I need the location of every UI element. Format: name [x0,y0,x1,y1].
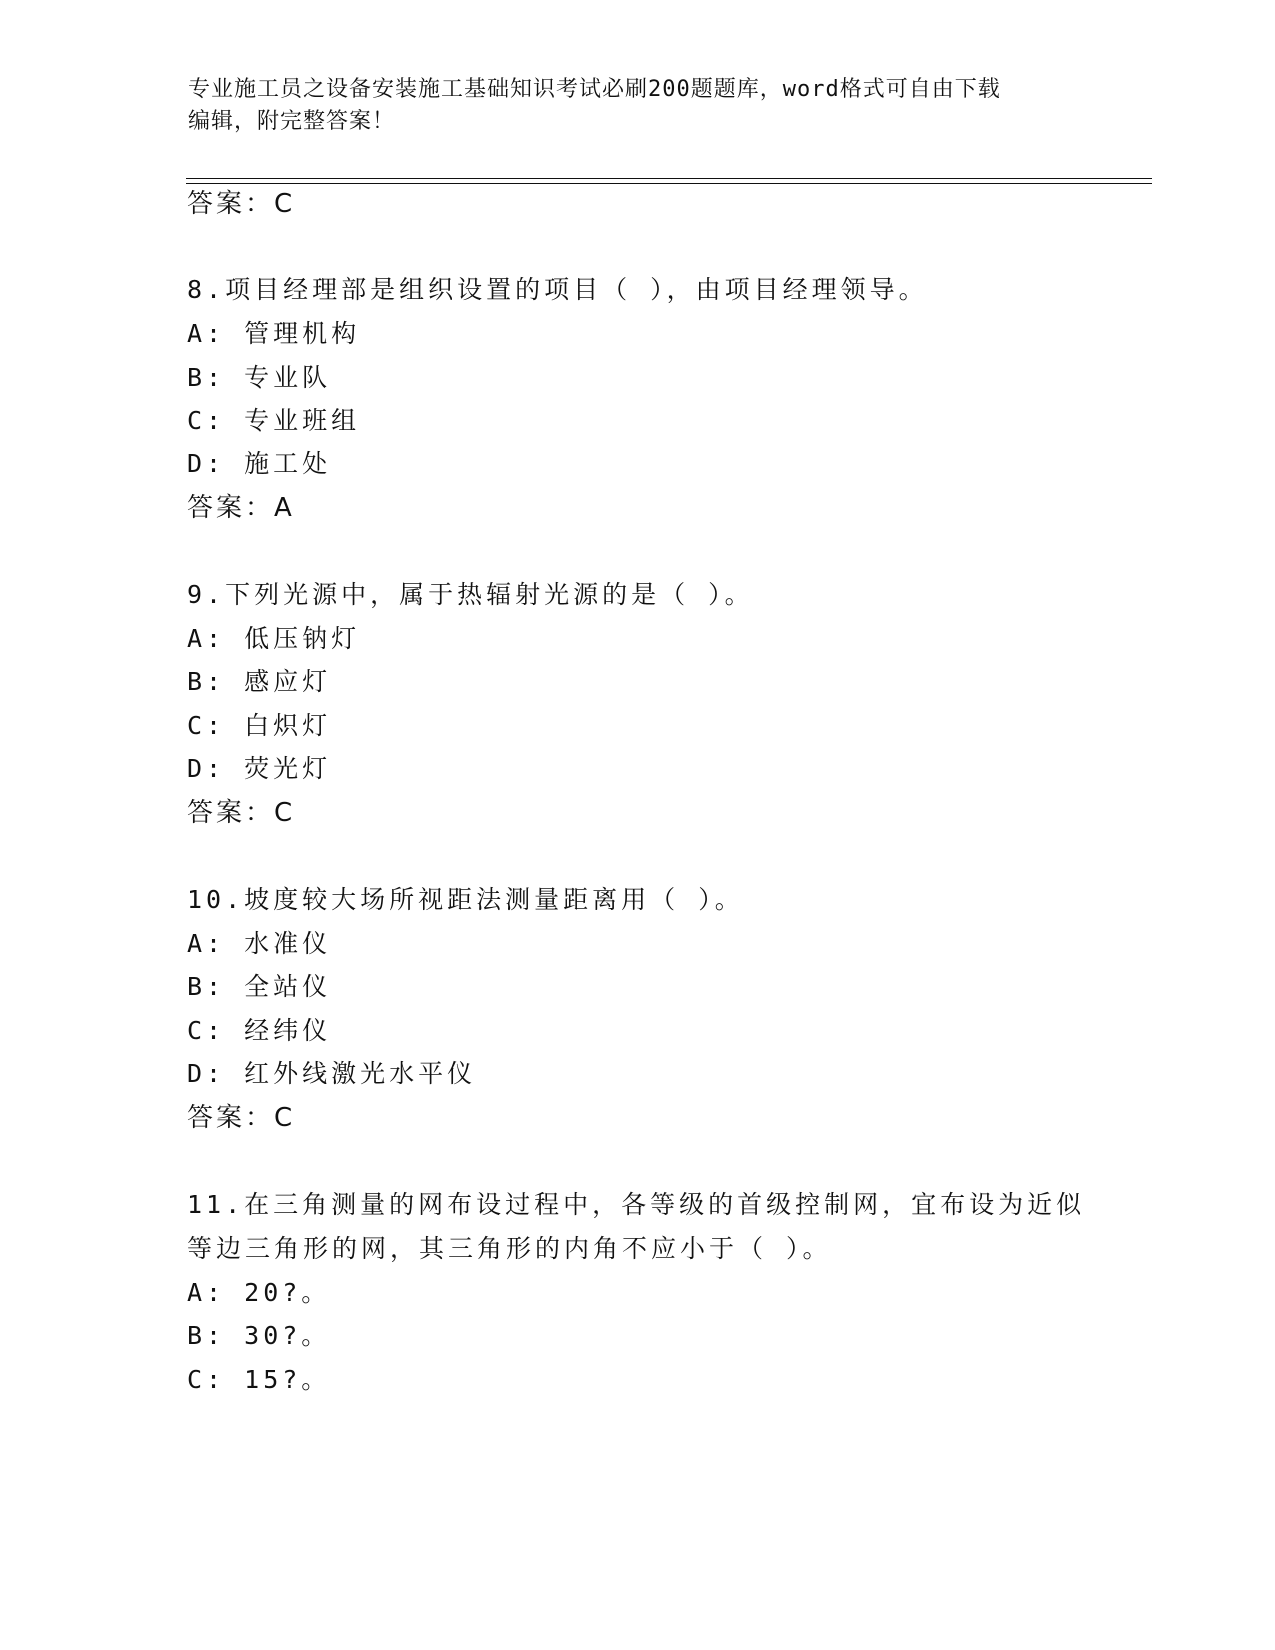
header-line-2: 编辑，附完整答案！ [188,109,396,134]
question-9-option-b: B: 感应灯 [187,667,332,696]
document-header [188,74,1088,138]
previous-answer: 答案：C [187,189,296,219]
question-11-line-2: 等边三角形的网，其三角形的内角不应小于（ ）。 [187,1234,832,1263]
question-8-option-b: B: 专业队 [187,363,332,392]
question-9-option-a: A: 低压钠灯 [187,624,361,653]
question-9-option-c: C: 白炽灯 [187,711,332,740]
header-rule-bottom [186,183,1152,184]
question-9-answer: 答案：C [187,798,296,828]
header-rule-top [186,178,1152,179]
question-8: 8.项目经理部是组织设置的项目（ ），由项目经理领导。 [187,275,928,304]
question-10-answer: 答案：C [187,1103,296,1133]
question-8-answer: 答案：A [187,493,295,523]
question-8-option-d: D: 施工处 [187,449,332,478]
question-10-option-b: B: 全站仪 [187,972,332,1001]
question-10-option-d: D: 红外线激光水平仪 [187,1059,477,1088]
question-8-option-c: C: 专业班组 [187,406,361,435]
question-10-option-a: A: 水准仪 [187,929,332,958]
question-11-option-b: B: 30?。 [187,1321,331,1350]
question-10-option-c: C: 经纬仪 [187,1016,332,1045]
header-line-1: 专业施工员之设备安装施工基础知识考试必刷200题题库，word格式可自由下载 [188,77,1001,102]
question-11-option-c: C: 15?。 [187,1365,331,1394]
question-9-option-d: D: 荧光灯 [187,754,332,783]
question-11-line-1: 11.在三角测量的网布设过程中，各等级的首级控制网，宜布设为近似 [187,1190,1086,1219]
question-10: 10.坡度较大场所视距法测量距离用（ ）。 [187,885,744,914]
question-9: 9.下列光源中，属于热辐射光源的是（ ）。 [187,580,754,609]
question-8-option-a: A: 管理机构 [187,319,361,348]
question-11-option-a: A: 20?。 [187,1278,331,1307]
